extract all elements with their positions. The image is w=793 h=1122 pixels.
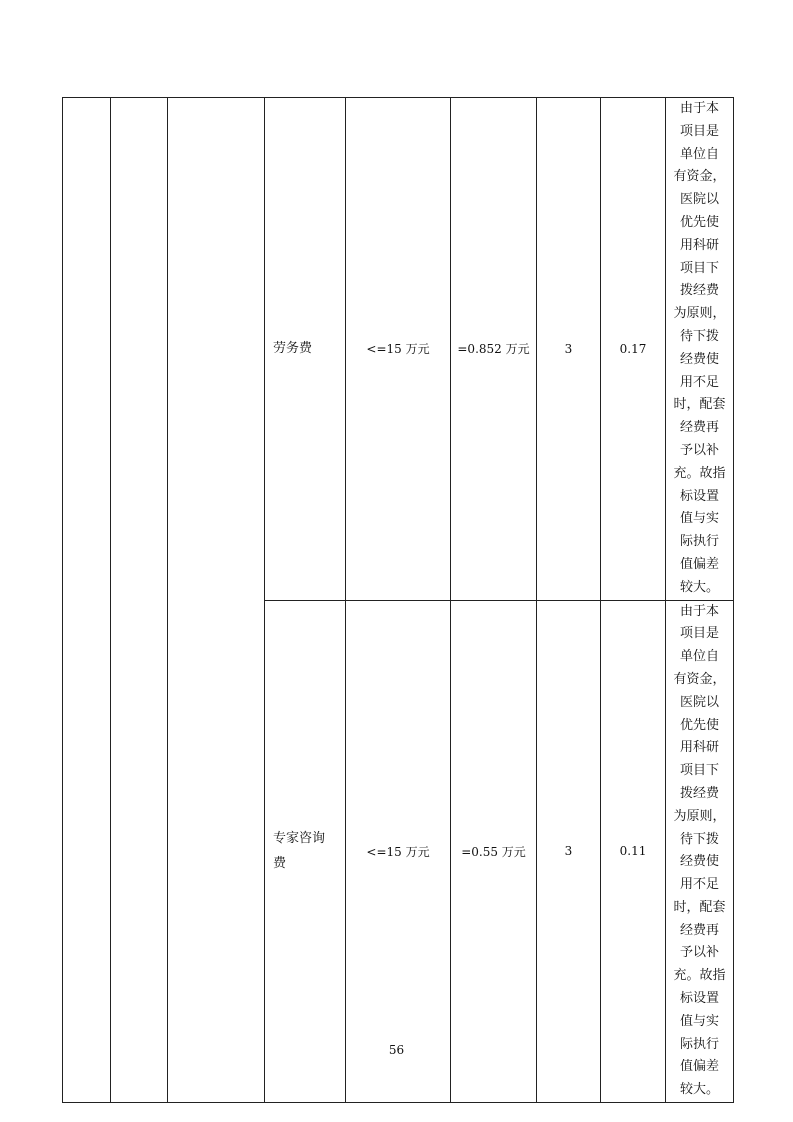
- note-line: 用科研: [679, 237, 719, 253]
- note-line: 项目是: [679, 626, 719, 642]
- item-name-line: 专家咨询: [273, 831, 326, 847]
- note-line: 充。故指: [673, 465, 726, 481]
- item-name-cell: [265, 98, 346, 601]
- note-line: 标设置: [679, 488, 719, 504]
- category-level3-cell: [168, 98, 265, 1103]
- target-value-cell: <=15 万元: [346, 98, 451, 601]
- note-line: 拨经费: [679, 283, 719, 299]
- actual-value-cell: =0.55 万元: [451, 600, 537, 1103]
- note-line: 时，配套: [673, 397, 726, 413]
- note-line: 较大。: [679, 579, 719, 595]
- weight-cell: 3: [537, 600, 601, 1103]
- note-line: 值与实: [679, 1013, 719, 1029]
- note-line: 时，配套: [673, 899, 726, 915]
- note-line: 际执行: [679, 1036, 719, 1052]
- note-line: 单位自: [679, 649, 719, 665]
- note-line: 经费使: [679, 351, 719, 367]
- note-line: 项目下: [679, 763, 719, 779]
- page-number: 56: [388, 1043, 405, 1057]
- target-value-cell: <=15 万元: [346, 600, 451, 1103]
- note-line: 项目下: [679, 260, 719, 276]
- note-line: 经费使: [679, 854, 719, 870]
- item-name-cell: [265, 600, 346, 1103]
- note-line: 医院以: [679, 694, 719, 710]
- note-line: 值偏差: [679, 556, 719, 572]
- note-line: 优先使: [679, 717, 719, 733]
- actual-value-cell: =0.852 万元: [451, 98, 537, 601]
- note-line: 用不足: [679, 374, 719, 390]
- weight-cell: 3: [537, 98, 601, 601]
- deviation-note-cell: [666, 98, 734, 601]
- item-name: 劳务费: [273, 341, 313, 357]
- category-level1-cell: [63, 98, 111, 1103]
- note-line: 经费再: [679, 420, 719, 436]
- note-line: 优先使: [679, 214, 719, 230]
- note-line: 单位自: [679, 146, 719, 162]
- note-line: 项目是: [679, 123, 719, 139]
- note-line: 标设置: [679, 991, 719, 1007]
- note-line: 予以补: [679, 945, 719, 961]
- item-name-line: 费: [273, 856, 287, 872]
- note-line: 待下拨: [679, 831, 719, 847]
- table-row: [63, 98, 734, 601]
- indicator-table: [62, 97, 734, 1103]
- note-line: 用科研: [679, 740, 719, 756]
- note-line: 用不足: [679, 877, 719, 893]
- note-line: 为原则，: [673, 306, 726, 322]
- deviation-note-cell: [666, 600, 734, 1103]
- note-line: 有资金，: [673, 169, 726, 185]
- note-line: 拨经费: [679, 785, 719, 801]
- note-line: 际执行: [679, 534, 719, 550]
- note-line: 经费再: [679, 922, 719, 938]
- note-line: 待下拨: [679, 328, 719, 344]
- note-line: 充。故指: [673, 968, 726, 984]
- note-line: 值与实: [679, 511, 719, 527]
- note-line: 医院以: [679, 192, 719, 208]
- note-line: 较大。: [679, 1082, 719, 1098]
- note-line: 由于本: [679, 101, 719, 116]
- score-cell: 0.17: [601, 98, 666, 601]
- score-cell: 0.11: [601, 600, 666, 1103]
- note-line: 有资金，: [673, 671, 726, 687]
- note-line: 为原则，: [673, 808, 726, 824]
- note-line: 由于本: [679, 603, 719, 619]
- category-level2-cell: [111, 98, 168, 1103]
- note-line: 值偏差: [679, 1059, 719, 1075]
- note-line: 予以补: [679, 442, 719, 458]
